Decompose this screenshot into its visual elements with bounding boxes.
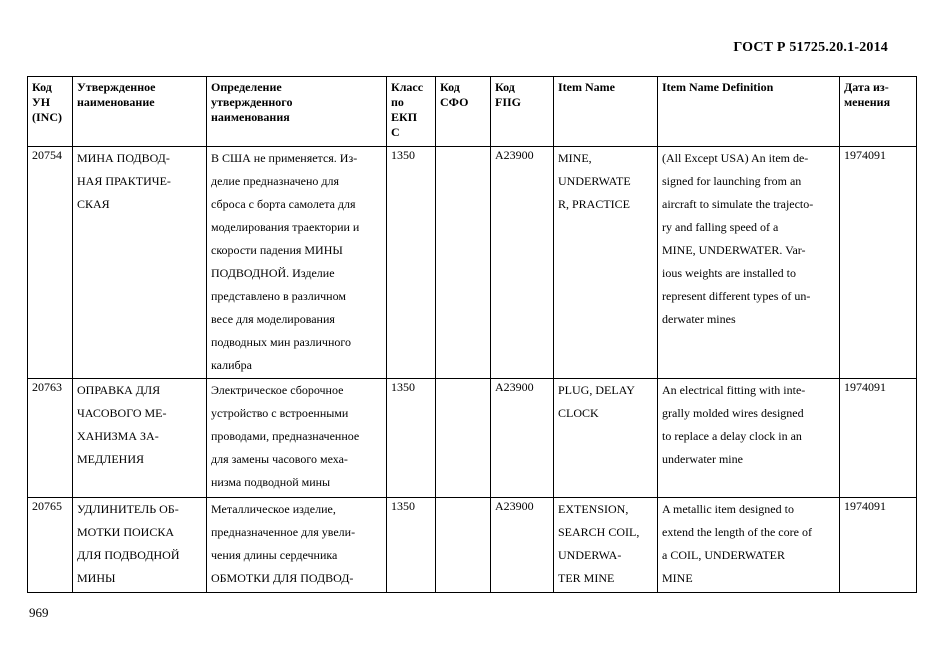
cell-line: делие предназначено для xyxy=(211,174,340,188)
cell-class: 1350 xyxy=(387,498,436,593)
cell-line: Металлическое изделие, xyxy=(211,502,336,516)
cell-line: СКАЯ xyxy=(77,197,110,211)
cell-line: НАЯ ПРАКТИЧЕ- xyxy=(77,174,171,188)
cell-line: сброса с борта самолета для xyxy=(211,197,356,211)
cell-line: калибра xyxy=(211,358,252,372)
table-row xyxy=(28,379,917,498)
column-header-sfo-code xyxy=(436,77,491,147)
cell-change-date: 1974091 xyxy=(840,147,917,379)
cell-line: ОБМОТКИ ДЛЯ ПОДВОД- xyxy=(211,571,354,585)
cell-line: для замены часового меха- xyxy=(211,452,348,466)
cell-line: grally molded wires designed xyxy=(662,406,804,420)
cell-sfo-code xyxy=(436,498,491,593)
cell-line: derwater mines xyxy=(662,312,736,326)
cell-line: extend the length of the core of xyxy=(662,525,812,539)
cell-line: чения длины сердечника xyxy=(211,548,338,562)
cell-line: to replace a delay clock in an xyxy=(662,429,802,443)
cell-line: An electrical fitting with inte- xyxy=(662,383,806,397)
column-header-class xyxy=(387,77,436,147)
cell-item-name-definition xyxy=(658,498,840,593)
column-header-definition xyxy=(207,77,387,147)
cell-line: (All Except USA) An item de- xyxy=(662,151,809,165)
cell-line: PLUG, DELAY xyxy=(558,383,635,397)
cell-line: FIIG xyxy=(495,95,522,109)
cell-line: менения xyxy=(844,95,891,109)
cell-change-date: 1974091 xyxy=(840,379,917,498)
cell-line: Код xyxy=(495,80,515,94)
cell-line: A metallic item designed to xyxy=(662,502,794,516)
cell-sfo-code xyxy=(436,147,491,379)
cell-line: МИНА ПОДВОД- xyxy=(77,151,170,165)
cell-line: Электрическое сборочное xyxy=(211,383,344,397)
cell-line: represent different types of un- xyxy=(662,289,811,303)
cell-line: ry and falling speed of a xyxy=(662,220,779,234)
cell-approved-name xyxy=(73,379,207,498)
cell-line: R, PRACTICE xyxy=(558,197,631,211)
document-standard-header: ГОСТ Р 51725.20.1-2014 xyxy=(733,40,888,55)
column-header-item-name xyxy=(554,77,658,147)
cell-fiig-code: A23900 xyxy=(491,147,554,379)
cell-line: underwater mine xyxy=(662,452,743,466)
cell-item-name xyxy=(554,147,658,379)
column-header-inc xyxy=(28,77,73,147)
cell-line: подводных мин различного xyxy=(211,335,352,349)
cell-line: В США не применяется. Из- xyxy=(211,151,358,165)
cell-inc: 20763 xyxy=(28,379,73,498)
cell-line: UNDERWATE xyxy=(558,174,631,188)
cell-line: наименование xyxy=(77,95,155,109)
cell-class: 1350 xyxy=(387,379,436,498)
cell-approved-name xyxy=(73,498,207,593)
cell-line: скорости падения МИНЫ xyxy=(211,243,343,257)
cell-line: ious weights are installed to xyxy=(662,266,796,280)
cell-item-name xyxy=(554,379,658,498)
cell-inc: 20765 xyxy=(28,498,73,593)
table-header-row xyxy=(28,77,917,147)
cell-line: Код xyxy=(440,80,460,94)
cell-line: Определение xyxy=(211,80,282,94)
cell-line: Код xyxy=(32,80,52,94)
cell-line: MINE xyxy=(662,571,693,585)
cell-line: ХАНИЗМА ЗА- xyxy=(77,429,159,443)
cell-definition xyxy=(207,379,387,498)
cell-line: весе для моделирования xyxy=(211,312,335,326)
cell-line: предназначенное для увели- xyxy=(211,525,356,539)
column-header-change-date xyxy=(840,77,917,147)
cell-line: a COIL, UNDERWATER xyxy=(662,548,785,562)
cell-line: signed for launching from an xyxy=(662,174,802,188)
cell-line: CLOCK xyxy=(558,406,599,420)
cell-item-name xyxy=(554,498,658,593)
cell-line: ОПРАВКА ДЛЯ xyxy=(77,383,161,397)
cell-line: MINE, UNDERWATER. Var- xyxy=(662,243,806,257)
column-header-item-name-definition xyxy=(658,77,840,147)
cell-line: (INC) xyxy=(32,110,62,124)
cell-definition xyxy=(207,147,387,379)
cell-line: aircraft to simulate the trajecto- xyxy=(662,197,814,211)
cell-line: EXTENSION, xyxy=(558,502,629,516)
cell-line: наименования xyxy=(211,110,290,124)
cell-inc: 20754 xyxy=(28,147,73,379)
cell-line: УН xyxy=(32,95,51,109)
cell-line: TER MINE xyxy=(558,571,615,585)
column-header-approved-name xyxy=(73,77,207,147)
cell-line: SEARCH COIL, xyxy=(558,525,640,539)
cell-line: утвержденного xyxy=(211,95,293,109)
cell-line: проводами, предназначенное xyxy=(211,429,360,443)
cell-line: Item Name xyxy=(558,80,615,94)
column-header-fiig-code xyxy=(491,77,554,147)
cell-line: С xyxy=(391,125,400,139)
cell-line: ДЛЯ ПОДВОДНОЙ xyxy=(77,548,180,562)
cell-line: ПОДВОДНОЙ. Изделие xyxy=(211,266,335,280)
cell-line: Дата из- xyxy=(844,80,889,94)
cell-change-date: 1974091 xyxy=(840,498,917,593)
cell-line: низма подводной мины xyxy=(211,475,331,489)
cell-fiig-code: A23900 xyxy=(491,379,554,498)
cell-line: Класс xyxy=(391,80,424,94)
cell-line: ЕКП xyxy=(391,110,418,124)
cell-line: устройство с встроенными xyxy=(211,406,349,420)
cell-line: МОТКИ ПОИСКА xyxy=(77,525,175,539)
cell-line: UNDERWA- xyxy=(558,548,622,562)
cell-line: по xyxy=(391,95,404,109)
cell-line: ЧАСОВОГО МЕ- xyxy=(77,406,167,420)
cell-item-name-definition xyxy=(658,379,840,498)
cell-line: Item Name Definition xyxy=(662,80,774,94)
cell-definition xyxy=(207,498,387,593)
cell-fiig-code: A23900 xyxy=(491,498,554,593)
cell-line: Утвержденное xyxy=(77,80,156,94)
cell-line: УДЛИНИТЕЛЬ ОБ- xyxy=(77,502,179,516)
cell-approved-name xyxy=(73,147,207,379)
cell-line: моделирования траектории и xyxy=(211,220,360,234)
cell-item-name-definition xyxy=(658,147,840,379)
table-row xyxy=(28,147,917,379)
table-row xyxy=(28,498,917,593)
cell-sfo-code xyxy=(436,379,491,498)
cell-line: MINE, xyxy=(558,151,592,165)
page-number: 969 xyxy=(29,605,49,620)
cell-line: МИНЫ xyxy=(77,571,116,585)
cell-class: 1350 xyxy=(387,147,436,379)
cell-line: представлено в различном xyxy=(211,289,346,303)
data-table xyxy=(27,76,917,593)
cell-line: СФО xyxy=(440,95,469,109)
cell-line: МЕДЛЕНИЯ xyxy=(77,452,144,466)
